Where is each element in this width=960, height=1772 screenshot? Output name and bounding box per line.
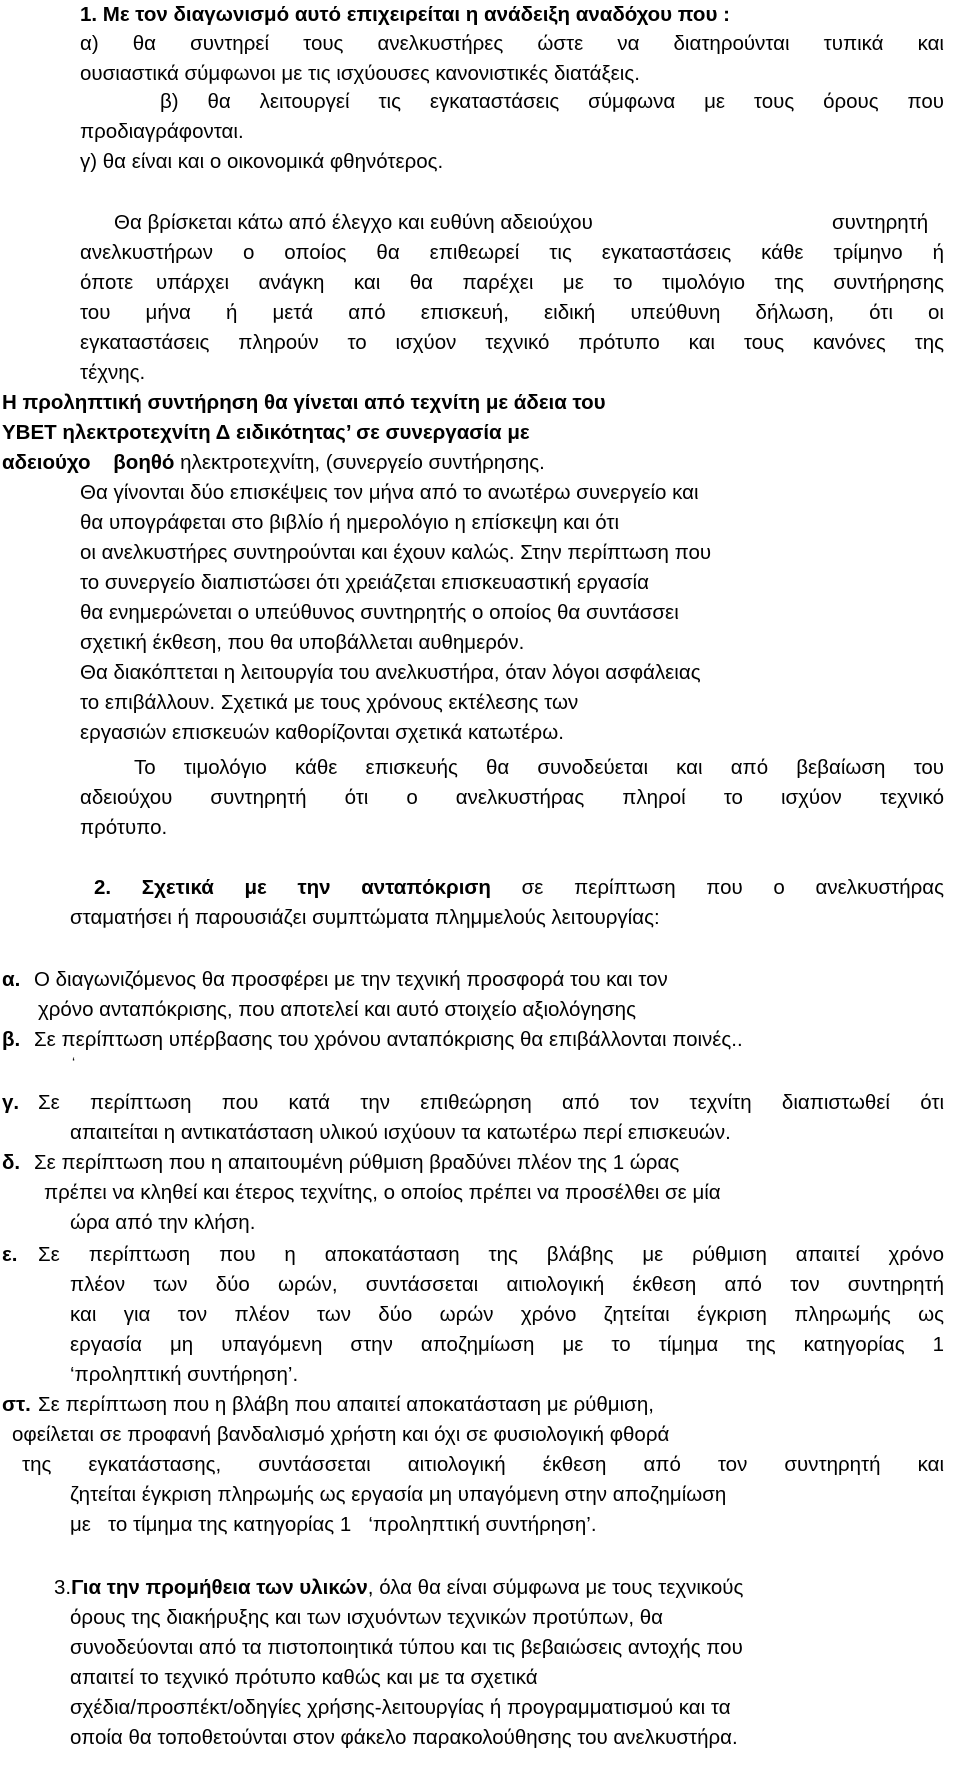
text-line: Θα διακόπτεται η λειτουργία του ανελκυστήρα, όταν λόγοι ασφάλειας [80,661,701,684]
list-item: Σε περίπτωση που η απαιτουμένη ρύθμιση βραδύνει πλέον της 1 ώρας [34,1151,680,1174]
text-line [2,450,545,476]
section-3-heading [54,1575,743,1601]
text-line: το επιβάλλουν. Σχετικά με τους χρόνους εκτέλεσης των [80,691,579,714]
list-item-label: γ. [2,1091,20,1114]
bold-line: Η προληπτική συντήρηση θα γίνεται από τεχνίτη με άδεια του [2,391,606,414]
text-line: απαιτεί το τεχνικό πρότυπο καθώς και με τα σχετικά [70,1666,538,1689]
list-item-label: δ. [2,1151,21,1174]
list-item: εργασία μη υπαγόμενη στην αποζημίωση με το τίμημα της κατηγορίας 1 [70,1333,944,1356]
text-line: ουσιαστικά σύμφωνοι με τις ισχύουσες κανονιστικές διατάξεις. [80,62,640,85]
text-span: , όλα θα είναι σύμφωνα με τους τεχνικούς [367,1576,744,1599]
list-item: Σε περίπτωση που η αποκατάσταση της βλάβης με ρύθμιση απαιτεί χρόνο [38,1243,944,1266]
text-line: οι ανελκυστήρες συντηρούνται και έχουν καλώς. Στην περίπτωση που [80,541,712,564]
list-item: Σε περίπτωση που κατά την επιθεώρηση από τον τεχνίτη διαπιστωθεί ότι [38,1091,944,1114]
list-item: πρέπει να κληθεί και έτερος τεχνίτης, ο οποίος πρέπει να προσέλθει σε μία [44,1181,721,1204]
list-item-label: στ. [2,1393,31,1416]
list-item: και για τον πλέον των δύο ωρών χρόνο ζητείται έγκριση πληρωμής ως [70,1303,944,1326]
text-line: α) θα συντηρεί τους ανελκυστήρες ώστε να διατηρούνται τυπικά και [80,32,944,55]
text-line: εγκαταστάσεις πληρούν το ισχύον τεχνικό πρότυπο και τους κανόνες της [80,331,944,354]
list-item: Σε περίπτωση υπέρβασης του χρόνου ανταπόκρισης θα επιβάλλονται ποινές.. [34,1028,743,1051]
text-line: εργασιών επισκευών καθορίζονται σχετικά κατωτέρω. [80,721,564,744]
list-item: ζητείται έγκριση πληρωμής ως εργασία μη υπαγόμενη στην αποζημίωση [70,1483,727,1506]
list-item-label: α. [2,968,21,991]
section-2-heading: 2. Σχετικά με την ανταπόκριση σε περίπτωση που ο ανελκυστήρας [94,876,945,899]
list-item: χρόνο ανταπόκρισης, που αποτελεί και αυτό στοιχείο αξιολόγησης [38,998,636,1021]
text-span: ηλεκτροτεχνίτη, (συνεργείο συντήρησης. [180,451,545,474]
text-line: το συνεργείο διαπιστώσει ότι χρειάζεται επισκευαστική εργασία [80,571,649,594]
text-line: Θα βρίσκεται κάτω από έλεγχο και ευθύνη αδειούχου [114,211,593,234]
list-item: ‘προληπτική συντήρηση’. [70,1363,299,1386]
text-line: θα ενημερώνεται ο υπεύθυνος συντηρητής ο οποίος θα συντάσσει [80,601,679,624]
list-item: Σε περίπτωση που η βλάβη που απαιτεί αποκατάσταση με ρύθμιση, [38,1393,654,1416]
section-title: Για την προμήθεια των υλικών [71,1576,368,1599]
text-line: οποία θα τοποθετούνται στον φάκελο παρακολούθησης του ανελκυστήρα. [70,1726,738,1749]
list-item: πλέον των δύο ωρών, συντάσσεται αιτιολογική έκθεση από τον συντηρητή [70,1273,944,1296]
text-line: Το τιμολόγιο κάθε επισκευής θα συνοδεύεται και από βεβαίωση του [134,756,944,779]
list-item-label: ε. [2,1243,18,1266]
bold-line: ΥΒΕΤ ηλεκτροτεχνίτη Δ ειδικότητας’ σε συνεργασία με [2,421,530,444]
list-item: με το τίμημα της κατηγορίας 1 ‘προληπτική συντήρηση’. [70,1513,597,1536]
section-1-heading: 1. Με τον διαγωνισμό αυτό επιχειρείται η ανάδειξη αναδόχου που : [80,3,730,26]
text-line: συντηρητή [832,211,929,234]
bold-word: αδειούχο [2,451,91,474]
list-item: οφείλεται σε προφανή βανδαλισμό χρήστη και όχι σε φυσιολογική φθορά [12,1423,670,1446]
text-line: υπάρχει ανάγκη και θα παρέχει με το τιμολόγιο της συντήρησης [156,271,944,294]
bold-word: βοηθό [113,451,175,474]
text-line: θα υπογράφεται στο βιβλίο ή ημερολόγιο η επίσκεψη και ότι [80,511,620,534]
text-line: αδειούχου συντηρητή ότι ο ανελκυστήρας πληροί το ισχύον τεχνικό [80,786,944,809]
stray-mark: ‘ [72,1054,76,1070]
text-line: τέχνης. [80,361,146,384]
text-line: προδιαγράφονται. [80,120,244,143]
section-number: 3. [54,1576,72,1599]
list-item-label: β. [2,1028,21,1051]
list-item: Ο διαγωνιζόμενος θα προσφέρει με την τεχνική προσφορά του και τον [34,968,668,991]
text-line: συνοδεύονται από τα πιστοποιητικά τύπου και τις βεβαιώσεις αντοχής που [70,1636,743,1659]
text-line: ανελκυστήρων ο οποίος θα επιθεωρεί τις εγκαταστάσεις κάθε τρίμηνο ή [80,241,944,264]
text-line: του μήνα ή μετά από επισκευή, ειδική υπεύθυνη δήλωση, ότι οι [80,301,944,324]
text-line: γ) θα είναι και ο οικονομικά φθηνότερος. [80,150,444,173]
text-line: β) θα λειτουργεί τις εγκαταστάσεις σύμφωνα με τους όρους που [160,90,944,113]
list-item: απαιτείται η αντικατάσταση υλικού ισχύουν τα κατωτέρω περί επισκευών. [70,1121,731,1144]
text-line: όρους της διακήρυξης και των ισχυόντων τεχνικών προτύπων, θα [70,1606,663,1629]
text-line: σχέδια/προσπέκτ/οδηγίες χρήσης-λειτουργίας ή προγραμματισμού και τα [70,1696,731,1719]
text-line: Θα γίνονται δύο επισκέψεις τον μήνα από το ανωτέρω συνεργείο και [80,481,699,504]
list-item: ώρα από την κλήση. [70,1211,256,1234]
list-item: της εγκατάστασης, συντάσσεται αιτιολογική έκθεση από τον συντηρητή και [22,1453,944,1476]
text-line: πρότυπο. [80,816,168,839]
text-line: όποτε [80,271,134,294]
text-line: σχετική έκθεση, που θα υποβάλλεται αυθημερόν. [80,631,525,654]
text-line: σταματήσει ή παρουσιάζει συμπτώματα πλημμελούς λειτουργίας: [70,906,660,929]
